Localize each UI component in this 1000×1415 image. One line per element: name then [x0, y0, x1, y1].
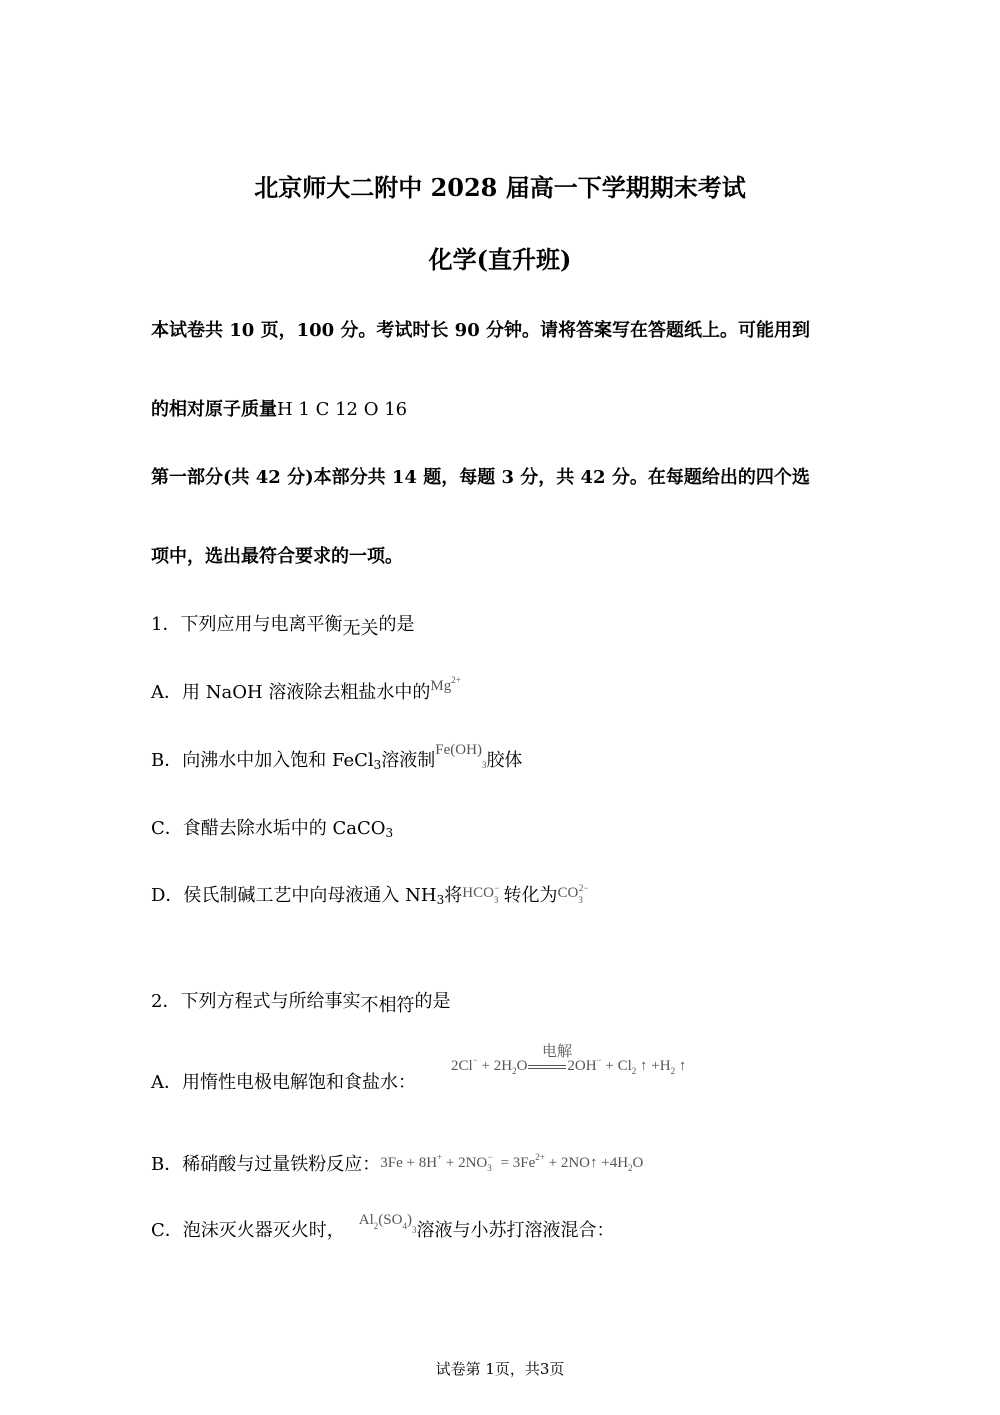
q1-option-d-text: D．侯氏制碱工艺中向母液通入 NH: [151, 885, 437, 906]
q2-stem-emphasis: 不相符: [360, 995, 415, 1016]
q1-stem-text: 1．下列应用与电离平衡: [151, 614, 343, 635]
q2-stem-end: 的是: [414, 991, 451, 1012]
q1-option-d-formula2: CO32−: [557, 883, 589, 905]
q2-option-b-equation: $3Fe + 8H^+ + 2NO_3^- = 3Fe^{2+}$ + 2NO↑ $+4H_2O$: [380, 1152, 644, 1173]
q2-option-c: [151, 1212, 615, 1242]
q1-option-c: C．食醋去除水垢中的 CaCO$_3$: [151, 818, 394, 840]
atomic-masses: H 1 C 12 O 16: [277, 399, 408, 420]
q1-option-b-formula: Fe(OH)3: [435, 742, 487, 770]
q2-option-a: [151, 1068, 416, 1094]
exam-subtitle: 化学(直升班): [428, 245, 572, 274]
instructions-line2: [151, 395, 407, 421]
q2-option-c-text-end: 溶液与小苏打溶液混合：: [416, 1220, 615, 1241]
question-2-stem: [151, 987, 451, 1016]
q1-option-a-formula: Mg2+: [430, 675, 461, 694]
q2-stem-text: 2．下列方程式与所给事实: [151, 991, 361, 1012]
q1-option-a-text: A．用 NaOH 溶液除去粗盐水中的: [151, 682, 431, 703]
q2-option-b: [151, 1150, 643, 1176]
q1-option-a: [151, 675, 461, 704]
q1-option-b-text: B．向沸水中加入饱和 FeCl: [151, 750, 374, 771]
q1-option-b: B．向沸水中加入饱和 FeCl$_3$溶液制$^{Fe(OH)_3}$胶体: [151, 742, 523, 772]
q1-option-d-formula1: HCO3−: [462, 883, 500, 905]
q2-option-c-text: C．泡沫灭火器灭火时，: [151, 1220, 345, 1241]
q1-option-d: D．侯氏制碱工艺中向母液通入 $NH_3$将$^{HCO_3^-}$ 转化为$^{CO_3^{2-}}$: [151, 881, 592, 907]
exam-title: 北京师大二附中 2028 届高一下学期期末考试: [254, 173, 746, 202]
q2-option-a-text: A．用惰性电极电解饱和食盐水：: [151, 1072, 416, 1093]
electrolysis-condition: 电解: [542, 1042, 573, 1060]
question-1-stem: [151, 610, 415, 639]
q2-option-b-text: B．稀硝酸与过量铁粉反应：: [151, 1154, 381, 1175]
equation-text: $2Cl^- + 2H_2O$ $2OH^- + Cl_2$ ↑ $+H_2$ ↑: [451, 1055, 687, 1076]
q1-stem-emphasis: 无关: [342, 618, 379, 639]
part1-line2: 项中，选出最符合要求的一项。: [151, 546, 403, 567]
part1-line1: 第一部分(共 42 分)本部分共 14 题，每题 3 分，共 42 分。在每题给出的四个选: [151, 467, 810, 488]
instructions-line2-label: 的相对原子质量: [151, 399, 277, 420]
equals-sign: [528, 1065, 566, 1069]
q1-option-c-text: C．食醋去除水垢中的 CaCO: [151, 818, 386, 839]
q2-option-c-formula: Al2(SO4)3: [358, 1212, 417, 1235]
q1-stem-end: 的是: [378, 614, 415, 635]
page-footer: 试卷第 1页，共3页: [435, 1360, 565, 1378]
instructions-line1: 本试卷共 10 页，100 分。考试时长 90 分钟。请将答案写在答题纸上。可能用到: [151, 320, 811, 341]
